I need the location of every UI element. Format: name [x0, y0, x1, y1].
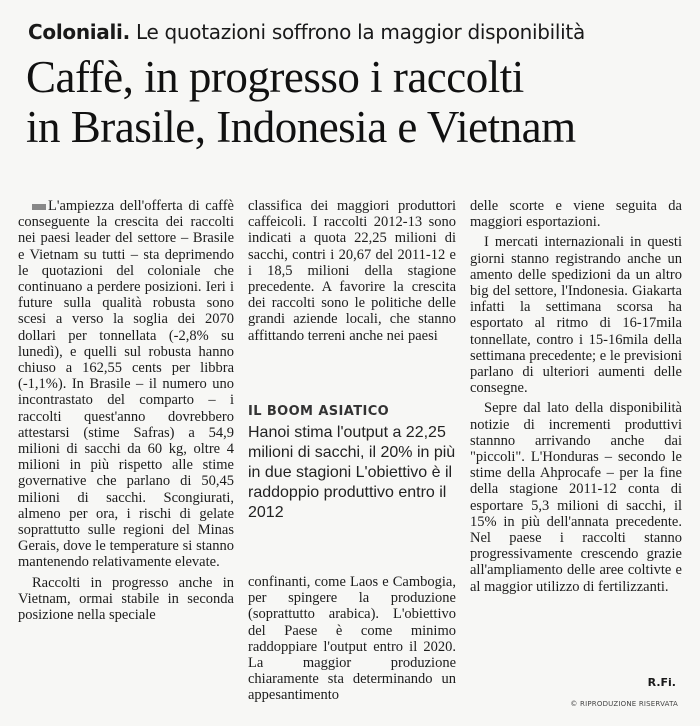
article-column-1	[18, 198, 234, 623]
box-title: IL BOOM ASIATICO	[248, 404, 390, 419]
col1-paragraph-1-text: L'ampiezza dell'offerta di caffè conseguente la crescita dei raccolti nei paesi leader del settore – Brasile e Vietnam su tutti – sta deprimendo le quotazioni del coloniale che continuano a perdere posizioni. Ieri i future sulla qualità robusta sono scesi a verso la soglia dei 2070 dollari per tonnellata (-2,8% su lunedì), e quelli sul robusta hanno chiuso a 162,55 cents per libbra (-1,1%). In Brasile – il numero uno incontrastato del comparto – i raccolti quest'anno dovrebbero attestarsi (stime Safras) a 54,9 milioni di sacchi da 60 kg, oltre 4 milioni in più rispetto alle stime governative che parlano di 50,45 milioni di sacchi. Scongiurati, almeno per ora, i rischi di gelate soprattutto sulle regioni del Minas Gerais, dove le temperature si stanno mantenendo relativamente elevate.	[18, 198, 234, 571]
col3-paragraph-1: delle scorte e viene seguita da maggiori esportazioni.	[470, 198, 682, 231]
col2-paragraph-top: classifica dei maggiori produttori caffeicoli. I raccolti 2012-13 sono indicati a quota 22,25 milioni di sacchi, contri i 20,67 del 2011-12 e i 18,5 milioni della stagione precedente. A favorire la crescita dei raccolti sono le politiche delle grandi aziende locali, che stanno affittando terreni anche nei paesi	[248, 198, 456, 344]
copyright-notice: © RIPRODUZIONE RISERVATA	[570, 700, 678, 708]
paragraph-marker-icon	[32, 204, 46, 210]
headline-line-2: in Brasile, Indonesia e Vietnam	[26, 102, 576, 152]
sidebar-box	[248, 404, 456, 523]
col2-paragraph-bottom: confinanti, come Laos e Cambogia, per spingere la produzione (soprattutto arabica). L'obiettivo del Paese è come minimo raddoppiare l'output entro il 2020. La maggior produzione chiaramente sta determinando un appesantimento	[248, 574, 456, 704]
col1-paragraph-1	[18, 198, 234, 571]
article-headline	[26, 52, 686, 152]
article-column-2-bottom	[248, 574, 456, 704]
kicker-text: Le quotazioni soffrono la maggior disponibilità	[135, 20, 585, 44]
col1-paragraph-2: Raccolti in progresso anche in Vietnam, ormai stabile in seconda posizione nella speciale	[18, 574, 234, 624]
headline-line-1: Caffè, in progresso i raccolti	[26, 52, 524, 102]
article-column-3	[470, 198, 682, 595]
kicker-keyword: Coloniali.	[28, 20, 130, 44]
box-text: Hanoi stima l'output a 22,25 milioni di sacchi, il 20% in più in due stagioni L'obiettivo è il raddoppio produttivo entro il 2012	[248, 424, 456, 521]
author-byline: R.Fi.	[647, 676, 676, 689]
article-kicker	[28, 20, 585, 44]
col3-paragraph-3: Sepre dal lato della disponibilità notizie di incrementi produttivi stannno arrivando anche dai "piccoli". L'Honduras – secondo le stime della Ahprocafe – per la fine della stagione 2011-12 conta di esportare 5,3 milioni di sacchi, il 15% in più dell'annata precedente. Nel paese i raccolti stanno progressivamente crescendo grazie all'ampliamento delle aree coltivte e al maggior utilizzo di fertilizzanti.	[470, 400, 682, 595]
article-column-2-top	[248, 198, 456, 344]
col3-paragraph-2: I mercati internazionali in questi giorni stanno registrando anche un amento delle spedizioni da un altro big del settore, l'Indonesia. Giakarta infatti la settimana scorsa ha esportato al ritmo di 16-17mila tonnellate, contro i 15-16mila della settimana precedente; e le previsioni parlano di ulteriori aumenti delle consegne.	[470, 234, 682, 397]
